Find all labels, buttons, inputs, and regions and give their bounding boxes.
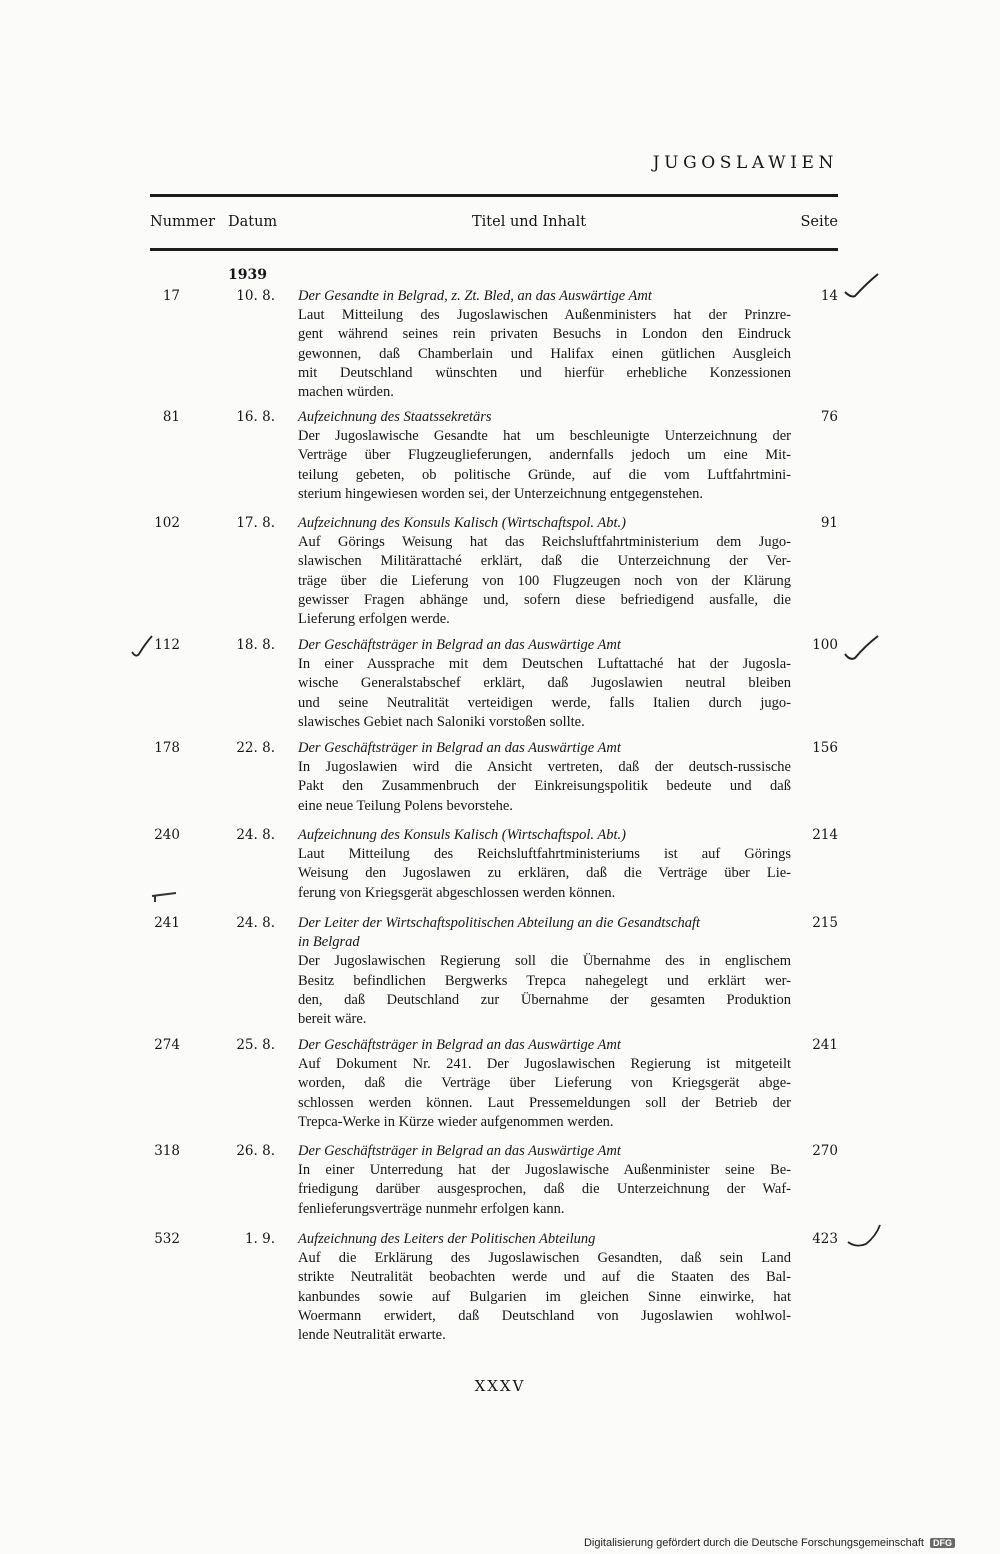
entry-text-line: sterium hingewiesen worden sei, der Unterzeichnung entgegenstehen.: [298, 485, 704, 502]
entry-date: 26. 8.: [236, 1143, 275, 1159]
pencil-mark-icon: [150, 890, 180, 904]
entry-date: 17. 8.: [236, 515, 275, 531]
checkmark-icon: [130, 634, 154, 662]
entry-body: [298, 826, 791, 903]
entry-text-line: friedigung darüber ausgesprochen, daß die Unterzeichnung der Waf-: [298, 1181, 791, 1198]
entry-date: 10. 8.: [236, 288, 275, 304]
entry-page: 214: [812, 827, 838, 843]
entry-text-line: bereit wäre.: [298, 1011, 367, 1028]
entry-number: 17: [162, 288, 180, 304]
entry-page: 91: [820, 515, 838, 531]
entry-body: [298, 1230, 791, 1345]
entry-text-line: In einer Unterredung hat der Jugoslawische Außenminister seine Be-: [298, 1162, 791, 1179]
entry-title-line: Der Geschäftsträger in Belgrad an das Auswärtige Amt: [298, 1143, 621, 1159]
entry-date: 24. 8.: [236, 915, 275, 931]
entry-text-line: teilung gebeten, ob politische Gründe, auf die vom Luftfahrtmini-: [298, 466, 791, 483]
column-header-titel: Titel und Inhalt: [472, 214, 587, 230]
entry-text-line: träge über die Lieferung von 100 Flugzeugen noch von der Klärung: [298, 572, 791, 589]
year-label: 1939: [228, 267, 267, 283]
entry-title-line: Der Geschäftsträger in Belgrad an das Auswärtige Amt: [298, 637, 621, 653]
entry-text-line: lende Neutralität erwarte.: [298, 1327, 446, 1344]
entry-title-line: Aufzeichnung des Staatssekretärs: [298, 409, 492, 425]
entry-text-line: gewonnen, daß Chamberlain und Halifax einen gütlichen Ausgleich: [298, 345, 791, 362]
entry-text-line: Auf Görings Weisung hat das Reichsluftfahrtministerium dem Jugo-: [298, 534, 791, 551]
entry-title-line: Der Geschäftsträger in Belgrad an das Auswärtige Amt: [298, 1037, 621, 1053]
entry-body: [298, 739, 791, 816]
entry-text-line: mit Deutschland wünschten und hierfür erhebliche Konzessionen: [298, 364, 791, 381]
entry-number: 274: [154, 1037, 180, 1053]
entry-title-line: Aufzeichnung des Konsuls Kalisch (Wirtschaftspol. Abt.): [298, 827, 626, 843]
entry-date: 24. 8.: [236, 827, 275, 843]
entry-text-line: und seine Neutralität verteidigen werde, falls Italien durch jugo-: [298, 694, 791, 711]
entry-text-line: wische Generalstabschef erklärt, daß Jugoslawien neutral bleiben: [298, 675, 791, 692]
page-folio: XXXV: [474, 1377, 526, 1395]
entry-text-line: Lieferung erfolgen werde.: [298, 611, 450, 628]
entry-page: 215: [812, 915, 838, 931]
entry-title-line: Aufzeichnung des Konsuls Kalisch (Wirtschaftspol. Abt.): [298, 515, 626, 531]
entry-text-line: In einer Aussprache mit dem Deutschen Luftattaché hat der Jugosla-: [298, 656, 791, 673]
entry-body: [298, 636, 791, 732]
entry-text-line: Besitz befindlichen Bergwerks Trepca nahegelegt und erklärt wer-: [298, 972, 791, 989]
entry-body: [298, 1142, 791, 1219]
entry-text-line: Auf Dokument Nr. 241. Der Jugoslawischen Regierung ist mitgeteilt: [298, 1056, 791, 1073]
entry-text-line: slawischen Militärattaché erklärt, daß die Unterzeichnung der Ver-: [298, 553, 791, 570]
entry-page: 423: [812, 1231, 838, 1247]
entry-title-line: Aufzeichnung des Leiters der Politischen Abteilung: [298, 1231, 596, 1247]
entry-number: 178: [154, 740, 180, 756]
entry-date: 1. 9.: [244, 1231, 275, 1247]
entry-text-line: schlossen werden können. Laut Pressemeldungen soll der Betrieb der: [298, 1094, 791, 1111]
entry-page: 270: [812, 1143, 838, 1159]
entry-text-line: Der Jugoslawische Gesandte hat um beschleunigte Unterzeichnung der: [298, 428, 791, 445]
checkmark-icon: [846, 1222, 886, 1252]
entry-number: 532: [154, 1231, 180, 1247]
entry-body: [298, 1036, 791, 1132]
entry-title-line: Der Geschäftsträger in Belgrad an das Auswärtige Amt: [298, 740, 621, 756]
footer-text: Digitalisierung gefördert durch die Deutsche Forschungsgemeinschaft: [583, 1537, 924, 1549]
entry-page: 156: [812, 740, 838, 756]
dfg-logo: DFG: [930, 1538, 955, 1548]
entry-body: [298, 514, 791, 629]
entry-text-line: Der Jugoslawischen Regierung soll die Übernahme des in englischem: [298, 953, 791, 970]
entry-number: 112: [154, 637, 180, 653]
entry-text-line: In Jugoslawien wird die Ansicht vertreten, daß der deutsch-russische: [298, 759, 791, 776]
entry-page: 241: [812, 1037, 838, 1053]
entry-text-line: Weisung den Jugoslawen zu erklären, daß die Verträge über Lie-: [298, 865, 791, 882]
entry-text-line: gent während seines rein privaten Besuchs in London den Eindruck: [298, 326, 791, 343]
entry-number: 318: [154, 1143, 180, 1159]
checkmark-icon: [842, 634, 882, 668]
entry-text-line: gewisser Fragen abhänge und, sofern diese befriedigend ausfalle, die: [298, 591, 791, 608]
top-rule: [150, 194, 838, 197]
column-header-seite: Seite: [800, 214, 838, 230]
entry-date: 18. 8.: [236, 637, 275, 653]
entry-number: 102: [154, 515, 180, 531]
entry-text-line: Trepca-Werke in Kürze wieder aufgenommen werden.: [298, 1113, 614, 1130]
entry-text-line: eine neue Teilung Polens bevorstehe.: [298, 797, 513, 814]
entry-page: 100: [812, 637, 838, 653]
entry-page: 76: [820, 409, 838, 425]
entry-text-line: worden, daß die Verträge über Lieferung von Kriegsgerät abge-: [298, 1075, 791, 1092]
entry-text-line: strikte Neutralität beobachten werde und auf die Staaten des Bal-: [298, 1269, 791, 1286]
entry-number: 81: [162, 409, 180, 425]
entry-text-line: Auf die Erklärung des Jugoslawischen Gesandten, daß sein Land: [298, 1250, 791, 1267]
entry-text-line: Woermann erwidert, daß Deutschland von Jugoslawien wohlwol-: [298, 1307, 791, 1324]
entry-number: 240: [154, 827, 180, 843]
entry-text-line: Pakt den Zusammenbruch der Einkreisungspolitik bedeute und daß: [298, 778, 791, 795]
checkmark-icon: [842, 272, 882, 304]
entry-text-line: Laut Mitteilung des Jugoslawischen Außenministers hat der Prinzre-: [298, 307, 791, 324]
entry-title-line: in Belgrad: [298, 934, 360, 951]
footer-credit: [584, 1537, 955, 1549]
entry-text-line: den, daß Deutschland zur Übernahme der gesamten Produktion: [298, 991, 791, 1008]
entry-body: [298, 408, 791, 504]
column-header-datum: Datum: [228, 214, 278, 230]
entry-number: 241: [154, 915, 180, 931]
entry-title-line: Der Leiter der Wirtschaftspolitischen Abteilung an die Gesandtschaft: [298, 915, 701, 931]
entry-text-line: Verträge über Flugzeuglieferungen, andernfalls jedoch um eine Mit-: [298, 447, 791, 464]
header-rule: [150, 248, 838, 251]
entry-text-line: slawisches Gebiet nach Saloniki vorstoßen sollte.: [298, 713, 585, 730]
entry-date: 16. 8.: [236, 409, 275, 425]
entry-text-line: machen würden.: [298, 384, 394, 401]
entry-text-line: ferung von Kriegsgerät abgeschlossen werden können.: [298, 884, 616, 901]
entry-title-line: Der Gesandte in Belgrad, z. Zt. Bled, an das Auswärtige Amt: [298, 288, 652, 304]
entry-text-line: fenlieferungsverträge nunmehr erfolgen kann.: [298, 1200, 565, 1217]
entry-page: 14: [820, 288, 838, 304]
entry-body: [298, 287, 791, 402]
entry-text-line: kanbundes sowie auf Bulgarien im gleichen Sinne einwirke, hat: [298, 1288, 791, 1305]
entry-text-line: Laut Mitteilung des Reichsluftfahrtministeriums ist auf Görings: [298, 846, 791, 863]
entry-date: 25. 8.: [236, 1037, 275, 1053]
column-header-nummer: Nummer: [150, 214, 216, 230]
entry-body: [298, 914, 791, 1029]
running-heading: JUGOSLAWIEN: [652, 153, 838, 173]
entry-date: 22. 8.: [236, 740, 275, 756]
